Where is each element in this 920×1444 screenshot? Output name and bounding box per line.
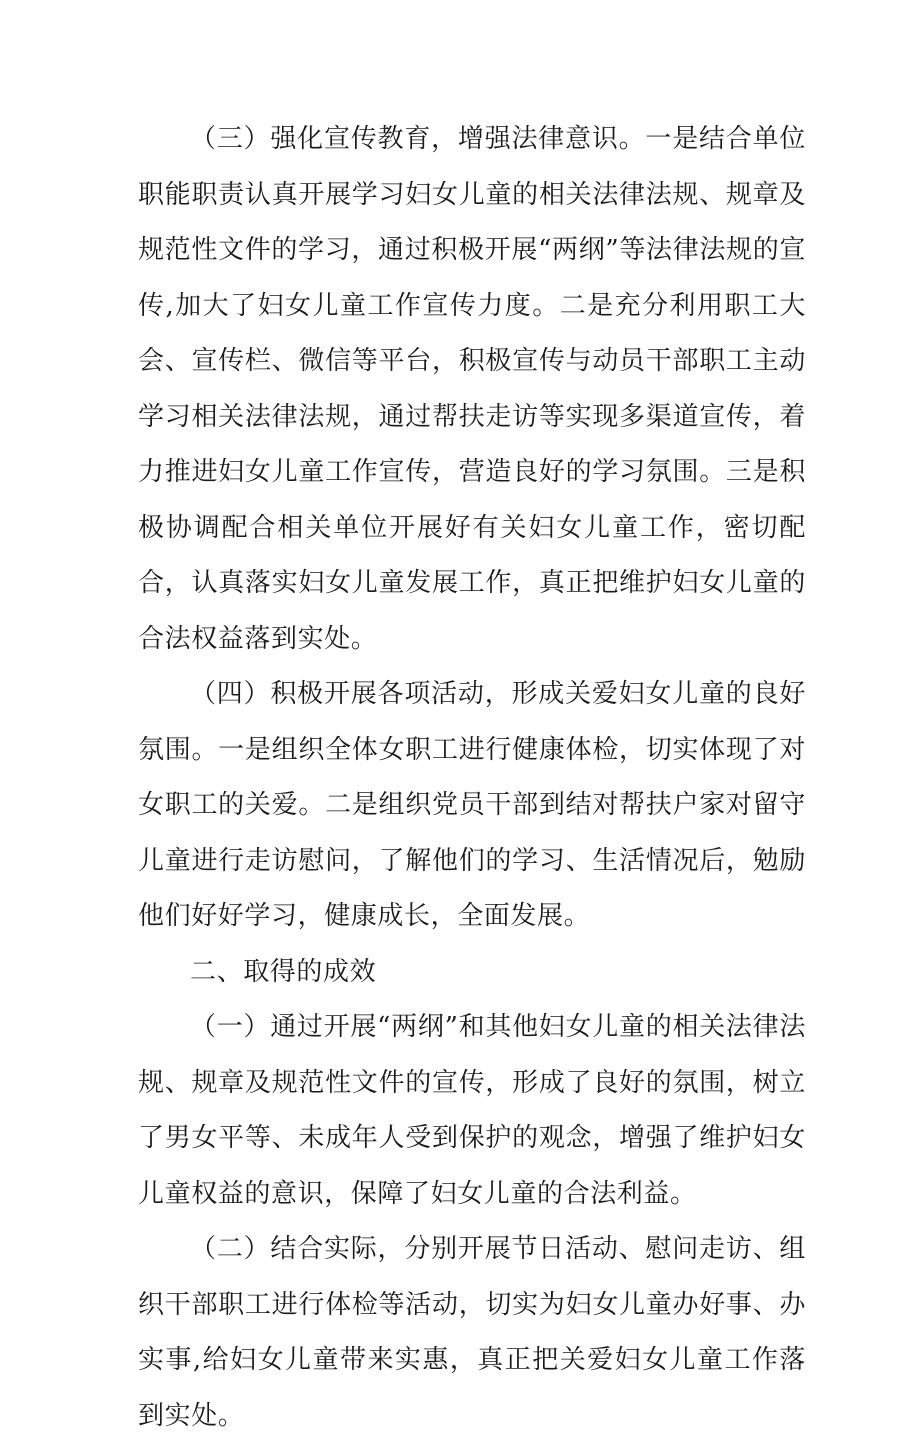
paragraph-publicity-education: （三）强化宣传教育，增强法律意识。一是结合单位职能职责认真开展学习妇女儿童的相关法律法规、规章及规范性文件的学习，通过积极开展“两纲”等法律法规的宣传,加大了妇女儿童工作宣传力度。二是充分利用职工大会、宣传栏、微信等平台，积极宣传与动员干部职工主动学习相关法律法规，通过帮扶走访等实现多渠道宣传，着力推进妇女儿童工作宣传，营造良好的学习氛围。三是积极协调配合相关单位开展好有关妇女儿童工作，密切配合，认真落实妇女儿童发展工作，真正把维护妇女儿童的合法权益落到实处。 [138,124,806,654]
document-body [138,112,806,1444]
paragraph-activities: （四）积极开展各项活动，形成关爱妇女儿童的良好氛围。一是组织全体女职工进行健康体检，切实体现了对女职工的关爱。二是组织党员干部到结对帮扶户家对留守儿童进行走访慰问，了解他们的学习、生活情况后，勉励他们好好学习，健康成长，全面发展。 [138,679,806,931]
paragraph-result-one: （一）通过开展“两纲”和其他妇女儿童的相关法律法规、规章及规范性文件的宣传，形成了良好的氛围，树立了男女平等、未成年人受到保护的观念，增强了维护妇女儿童权益的意识，保障了妇女儿童的合法利益。 [138,1012,806,1209]
paragraph-result-two: （二）结合实际，分别开展节日活动、慰问走访、组织干部职工进行体检等活动，切实为妇女儿童办好事、办实事,给妇女儿童带来实惠，真正把关爱妇女儿童工作落到实处。 [138,1234,806,1431]
section-heading-results: 二、取得的成效 [190,956,377,987]
